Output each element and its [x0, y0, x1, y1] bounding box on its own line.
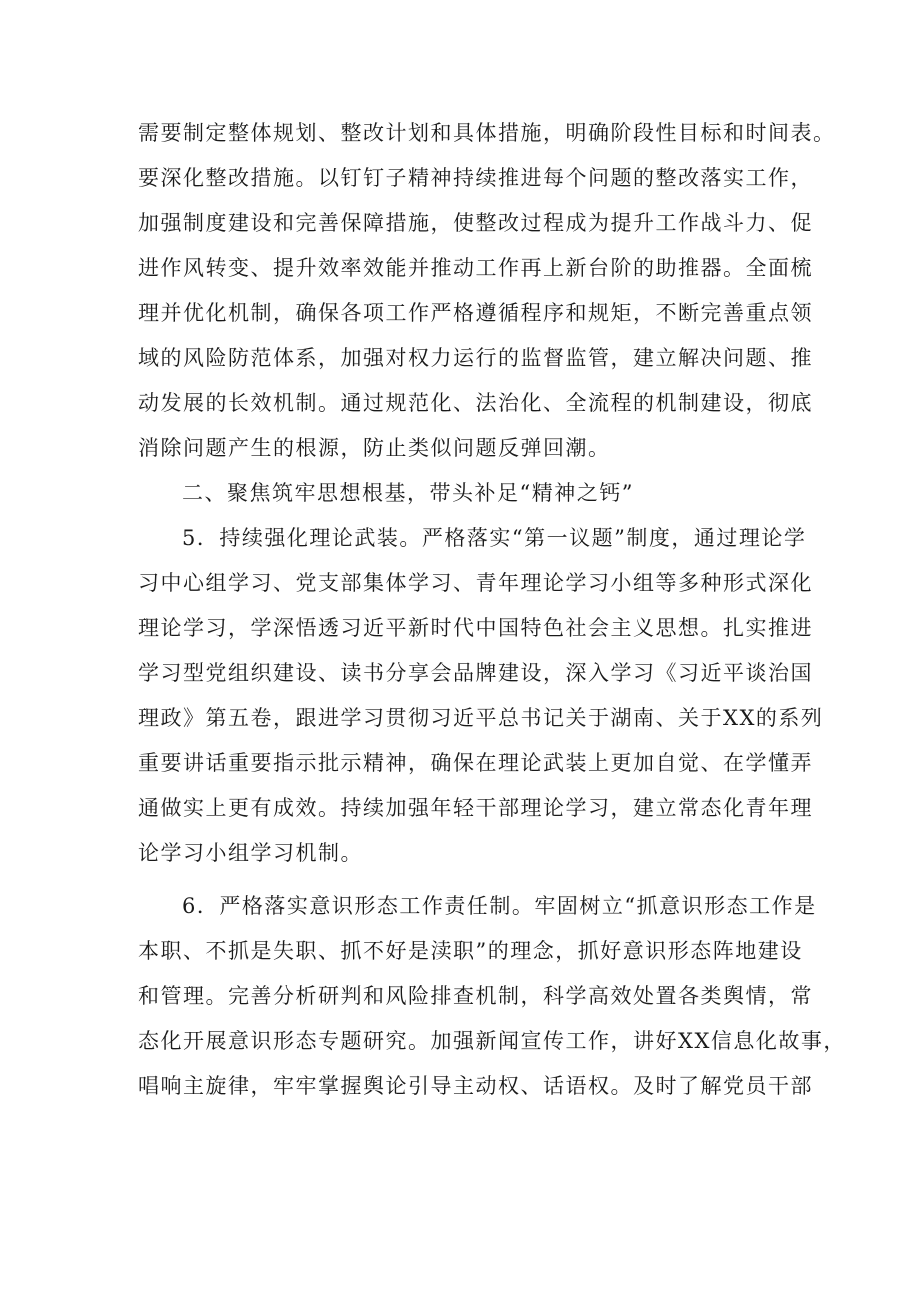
text-line: 消除问题产生的根源，防止类似问题反弹回潮。 — [138, 436, 611, 460]
text-line: 要深化整改措施。以钉钉子精神持续推进每个问题的整改落实工作， — [138, 166, 813, 190]
text-line: 理论学习，学深悟透习近平新时代中国特色社会主义思想。扎实推进 — [138, 616, 813, 640]
text-line: 唱响主旋律，牢牢掌握舆论引导主动权、话语权。及时了解党员干部 — [138, 1074, 813, 1098]
text-line: 学习型党组织建设、读书分享会品牌建设，深入学习《习近平谈治国 — [138, 661, 813, 685]
text-line: 域的风险防范体系，加强对权力运行的监督监管，建立解决问题、推 — [138, 346, 813, 370]
item-6-first-line: 6．严格落实意识形态工作责任制。牢固树立“抓意识形态工作是 — [182, 894, 817, 918]
text-line: 加强制度建设和完善保障措施，使整改过程成为提升工作战斗力、促 — [138, 211, 813, 235]
text-line: 通做实上更有成效。持续加强年轻干部理论学习，建立常态化青年理 — [138, 796, 813, 820]
text-line: 需要制定整体规划、整改计划和具体措施，明确阶段性目标和时间表。 — [138, 121, 836, 145]
item-5-first-line: 5．持续强化理论武装。严格落实“第一议题”制度，通过理论学 — [182, 526, 807, 550]
text-line: 态化开展意识形态专题研究。加强新闻宣传工作，讲好XX信息化故事， — [138, 1029, 846, 1053]
text-line: 动发展的长效机制。通过规范化、法治化、全流程的机制建设，彻底 — [138, 391, 813, 415]
text-line: 理并优化机制，确保各项工作严格遵循程序和规矩，不断完善重点领 — [138, 301, 813, 325]
document-body — [138, 111, 846, 1109]
text-line: 论学习小组学习机制。 — [138, 841, 363, 865]
section-heading: 二、聚焦筑牢思想根基，带头补足“精神之钙” — [182, 481, 634, 505]
text-line: 重要讲话重要指示批示精神，确保在理论武装上更加自觉、在学懂弄 — [138, 751, 813, 775]
text-line: 本职、不抓是失职、抓不好是渎职”的理念，抓好意识形态阵地建设 — [138, 939, 803, 963]
text-line: 理政》第五卷，跟进学习贯彻习近平总书记关于湖南、关于XX的系列 — [138, 706, 824, 730]
text-line: 习中心组学习、党支部集体学习、青年理论学习小组等多种形式深化 — [138, 571, 813, 595]
text-line: 和管理。完善分析研判和风险排查机制，科学高效处置各类舆情，常 — [138, 984, 813, 1008]
text-line: 进作风转变、提升效率效能并推动工作再上新台阶的助推器。全面梳 — [138, 256, 813, 280]
